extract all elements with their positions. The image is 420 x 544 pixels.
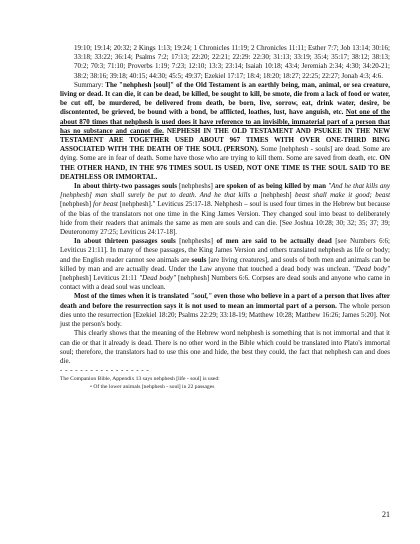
- conclusion-paragraph: This clearly shows that the meaning of the Hebrew word nehphesh is something that is not immortal and that it can die or that it already is dead. There is no other word in the Bible which could be translated into Plato's immortal soul; therefore, the translators had to use this one and hide, the best they could, the fact that nehphesh can and does die.: [60, 329, 390, 365]
- killed-bracket-1: [nehpheshs]: [179, 182, 213, 191]
- killed-bracket-2: [nehphesh]: [260, 191, 292, 200]
- dead-plain-5: [nehphesh] Numbers 6:6. Corpses are dead souls and anyone who came in contact with a dead soul was unclean.: [60, 274, 390, 292]
- scripture-references: 19:10; 19:14; 20:32; 2 Kings 1:13; 19:24; 1 Chronicles 11:19; 2 Chronicles 11:11; Esther 7:7; Job 13:14; 30:16; 33:18; 33:22; 36:14; Psalms 7:2; 17:13; 22:20; 22:21; 22:29: 22:30; 31:13; 33:19; 35:4; 35:17; 38:12; 38:13; 70:2; 70:3; 71:10; Proverbs 1:19; 7:23; 12:10; 13:3; 23:14; Isaiah 10:18; 43:4; Jeremiah 2:34; 4:30; 34:20-21; 38:2; 38:16; 39:18; 40:15; 44:30; 45:5; 49:37; Ezekiel 17:17; 18:4; 18:20; 18:27; 22:25; 22:27; Jonah 4:3; 4:6.: [74, 44, 390, 80]
- dead-lead: In about thirteen passages souls: [74, 237, 176, 246]
- life-plain: The whole person dies unto the resurrection [Ezekiel 18:20; Psalms 22:29; 33:18-19; Matthew 10:28; Matthew 16:26; James 5:20]. Not just the person's body.: [60, 301, 391, 329]
- killed-quote-2: beast shall make it good; beast: [294, 191, 391, 200]
- dead-plain-2: [see Numbers 6:6; Leviticus 21:11]. In many of these passages, the King James Version and others translated nehphesh as life or body; and the English reader cannot see animals are: [60, 237, 390, 264]
- footnote-bullet-item: • Of the lower animals [nehphesh - soul] in 22 passages: [90, 384, 215, 391]
- killed-plain-rest: [nehphesh]." Leviticus 25:17-18. Nehphesh – soul is used four times in the Hebrew but because of the bias of the translators not one time in the King James Version. They changed soul into beast to deliberately hide from their readers that animals the same as men are souls and can die. [See Joshua 10:28; 30; 32; 35; 37; 39; Deuteronomy 27:25; Leviticus 24:17-18].: [60, 200, 390, 237]
- page-number: 21: [382, 510, 390, 519]
- killed-lead: In about thirty-two passages souls: [74, 182, 177, 191]
- dead-bracket-1: [nehpheshs]: [179, 237, 213, 246]
- dead-plain-4: [nehphesh] Leviticus 21:11: [60, 274, 138, 283]
- killed-bold-2: are spoken of as being killed by man: [214, 182, 327, 191]
- summary-caps-text-2: ON THE OTHER HAND, IN THE 976 TIMES SOUL IS USED, NOT ONE TIME IS THE SOUL SAID TO BE DEATHLESS OR IMMORTAL.: [60, 154, 390, 181]
- footnote: The Companion Bible, Appendix 13 says nehphesh [life - soul] is used:: [60, 376, 220, 383]
- actually-dead-paragraph: [60, 237, 390, 292]
- summary-plain-text: Some [nehphesh - souls] are dead. Some are dying. Some are in fear of death. Some have those who are trying to kill them. Some are saved from death, etc.: [60, 145, 390, 163]
- dead-quote-2: "Dead body": [139, 274, 176, 283]
- life-bold-italic: "soul,": [190, 292, 213, 301]
- dead-bold-2: of men are said to be actually dead: [216, 237, 332, 246]
- killed-bracket-3: [nehphesh]: [60, 200, 92, 209]
- killed-quote-1: "And he that kills any [nehphesh] man shall surely be put to death. And he that kills a: [60, 182, 391, 200]
- killed-quote-3: for beast: [93, 200, 118, 209]
- translated-soul-paragraph: [60, 292, 390, 329]
- killed-by-man-paragraph: [60, 182, 390, 237]
- dead-plain-3: [are living creatures], and souls of both men and animals can be killed by man and are actually dead. Under the Law anyone that touched a dead body was unclean.: [60, 255, 391, 273]
- summary-bold-text: The "nehphesh [soul]" of the Old Testament is an earthly being, man, animal, or sea creature, living or dead. It can die, it can be dead, be killed, be sought to kill, be smote, die from a lack of food or water, be cut off, be murdered, be delivered from death, be born, live, sorrow, eat, drink water, desire, be discontented, be grieved, be bound with a bond, be afflicted, loathes, lust, have anguish, etc.: [60, 80, 390, 117]
- summary-label: Summary:: [74, 80, 104, 89]
- summary-caps-text: NEPHESH IN THE OLD TESTAMENT AND PSUKEE IN THE NEW TESTAMENT ARE TOGETHER USED ABOUT 967 TIMES WITH OVER ONE-THIRD BING ASSOCIATED WITH THE DEATH OF THE SOUL (PERSON).: [60, 126, 391, 154]
- summary-underlined-text: Not one of the about 870 times that nehphesh is used does it have reference to an invisible, immaterial part of a person that has no substance and cannot die.: [60, 108, 391, 135]
- dash-divider: - - - - - - - - - - - - - - - - - -: [60, 366, 150, 375]
- life-bold-2: even those who believe in a part of a person that lives after death and before the resurrection says it is not used to mean an immortal part of a person.: [60, 292, 390, 310]
- dead-quote-1: "Dead body": [352, 264, 390, 273]
- dead-bold-souls: souls: [191, 255, 207, 264]
- summary-paragraph: [60, 81, 390, 182]
- life-bold-1: Most of the times when it is translated: [74, 292, 189, 301]
